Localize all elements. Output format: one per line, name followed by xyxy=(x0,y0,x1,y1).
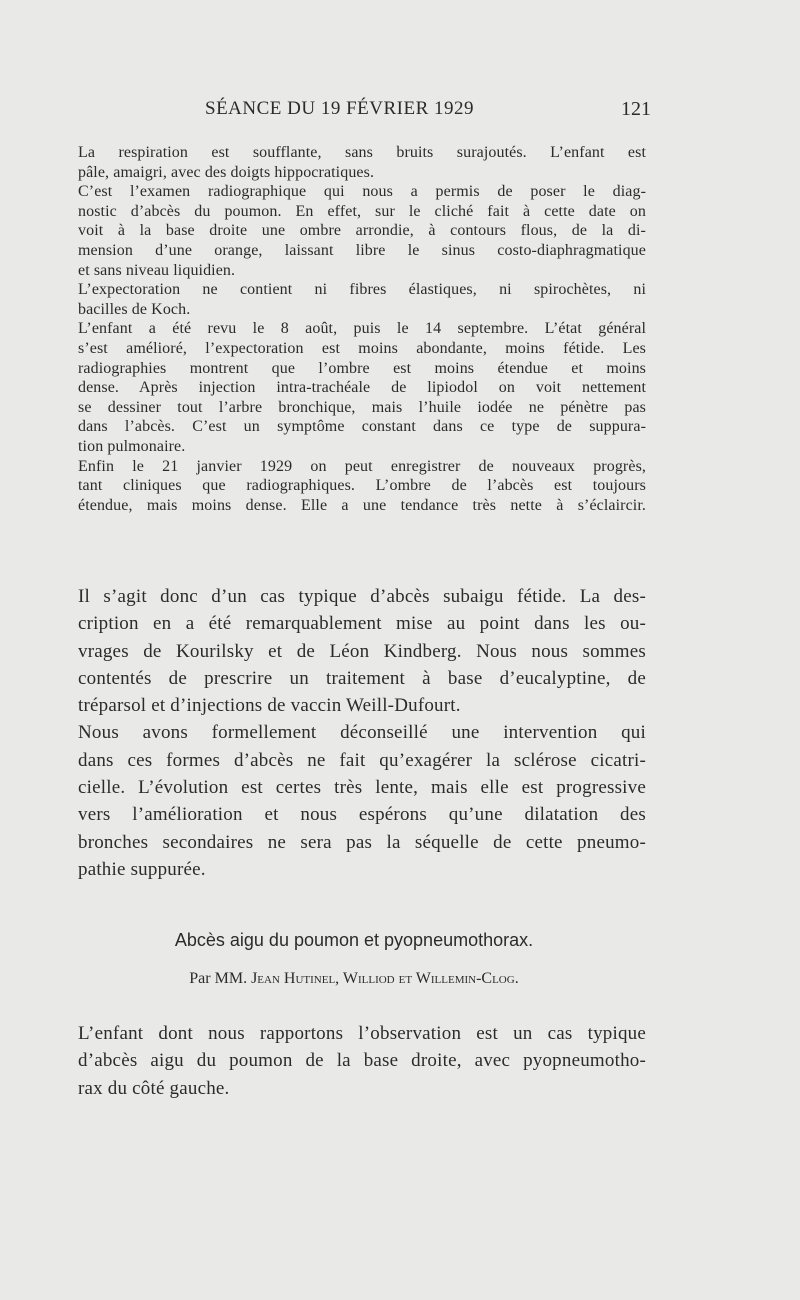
text-line: bacilles de Koch. xyxy=(78,300,191,318)
text-line: dans ces formes d’abcès ne fait qu’exagérer la sclérose cicatri- xyxy=(78,749,646,771)
text-line: pathie suppurée. xyxy=(78,858,206,880)
authors-line xyxy=(62,970,646,988)
paragraph xyxy=(62,719,646,883)
paragraph xyxy=(62,143,646,182)
text-line: étendue, mais moins dense. Elle a une tendance très nette à s’éclaircir. xyxy=(78,496,646,514)
paragraph xyxy=(62,319,646,456)
text-line: L’enfant a été revu le 8 août, puis le 14 septembre. L’état général xyxy=(78,320,646,338)
paragraph xyxy=(62,457,646,516)
authors-prefix: Par MM. xyxy=(189,970,248,987)
text-line: mension d’une orange, laissant libre le sinus costo-diaphragmatique xyxy=(78,241,646,259)
text-line: dense. Après injection intra-trachéale de lipiodol on voit nettement xyxy=(78,379,646,397)
text-line: vrages de Kourilsky et de Léon Kindberg. Nous nous sommes xyxy=(78,640,646,662)
text-line: bronches secondaires ne sera pas la séquelle de cette pneumo- xyxy=(78,831,646,853)
text-line: tréparsol et d’injections de vaccin Weill-Dufourt. xyxy=(78,695,461,717)
text-line: cielle. L’évolution est certes très lente, mais elle est progressive xyxy=(78,777,646,799)
text-line: dans l’abcès. C’est un symptôme constant dans ce type de suppura- xyxy=(78,418,646,436)
text-line: C’est l’examen radiographique qui nous a permis de poser le diag- xyxy=(78,183,646,201)
text-line: nostic d’abcès du poumon. En effet, sur le cliché fait à cette date on xyxy=(78,202,646,220)
text-line: pâle, amaigri, avec des doigts hippocratiques. xyxy=(78,163,375,181)
text-line: L’expectoration ne contient ni fibres élastiques, ni spirochètes, ni xyxy=(78,281,646,299)
text-line: et sans niveau liquidien. xyxy=(78,261,236,279)
text-line: Nous avons formellement déconseillé une intervention qui xyxy=(78,722,646,744)
text-line: vers l’amélioration et nous espérons qu’une dilatation des xyxy=(78,804,646,826)
small-text-block xyxy=(62,143,646,515)
text-line: radiographies montrent que l’ombre est moins étendue et moins xyxy=(78,359,646,377)
text-line: contentés de prescrire un traitement à base d’eucalyptine, de xyxy=(78,667,646,689)
section-title: Abcès aigu du poumon et pyopneumothorax. xyxy=(174,930,534,950)
paragraph xyxy=(62,182,646,280)
authors-names: Jean Hutinel, Williod et Willemin-Clog. xyxy=(251,970,519,987)
header-title: SÉANCE DU 19 FÉVRIER 1929 xyxy=(205,98,475,119)
text-line: Enfin le 21 janvier 1929 on peut enregistrer de nouveaux progrès, xyxy=(78,457,646,475)
text-line: Il s’agit donc d’un cas typique d’abcès subaigu fétide. La des- xyxy=(78,586,646,607)
text-line: cription en a été remarquablement mise au point dans les ou- xyxy=(78,613,646,635)
final-text-block xyxy=(62,1020,646,1102)
large-text-block xyxy=(62,583,646,883)
paragraph xyxy=(62,583,646,719)
text-line: d’abcès aigu du poumon de la base droite, avec pyopneumotho- xyxy=(78,1050,646,1072)
text-line: L’enfant dont nous rapportons l’observation est un cas typique xyxy=(78,1023,646,1044)
text-line: rax du côté gauche. xyxy=(78,1077,230,1099)
text-line: tion pulmonaire. xyxy=(78,437,186,455)
paragraph xyxy=(62,280,646,319)
paragraph xyxy=(62,1020,646,1102)
running-header xyxy=(205,98,651,128)
text-line: s’est amélioré, l’expectoration est moins abondante, moins fétide. Les xyxy=(78,339,646,357)
page-number: 121 xyxy=(621,98,651,120)
text-line: voit à la base droite une ombre arrondie, à contours flous, de la di- xyxy=(78,222,646,240)
text-line: se dessiner tout l’arbre bronchique, mais l’huile iodée ne pénètre pas xyxy=(78,398,646,416)
text-line: La respiration est soufflante, sans bruits surajoutés. L’enfant est xyxy=(78,144,646,161)
text-line: tant cliniques que radiographiques. L’ombre de l’abcès est toujours xyxy=(78,477,646,495)
